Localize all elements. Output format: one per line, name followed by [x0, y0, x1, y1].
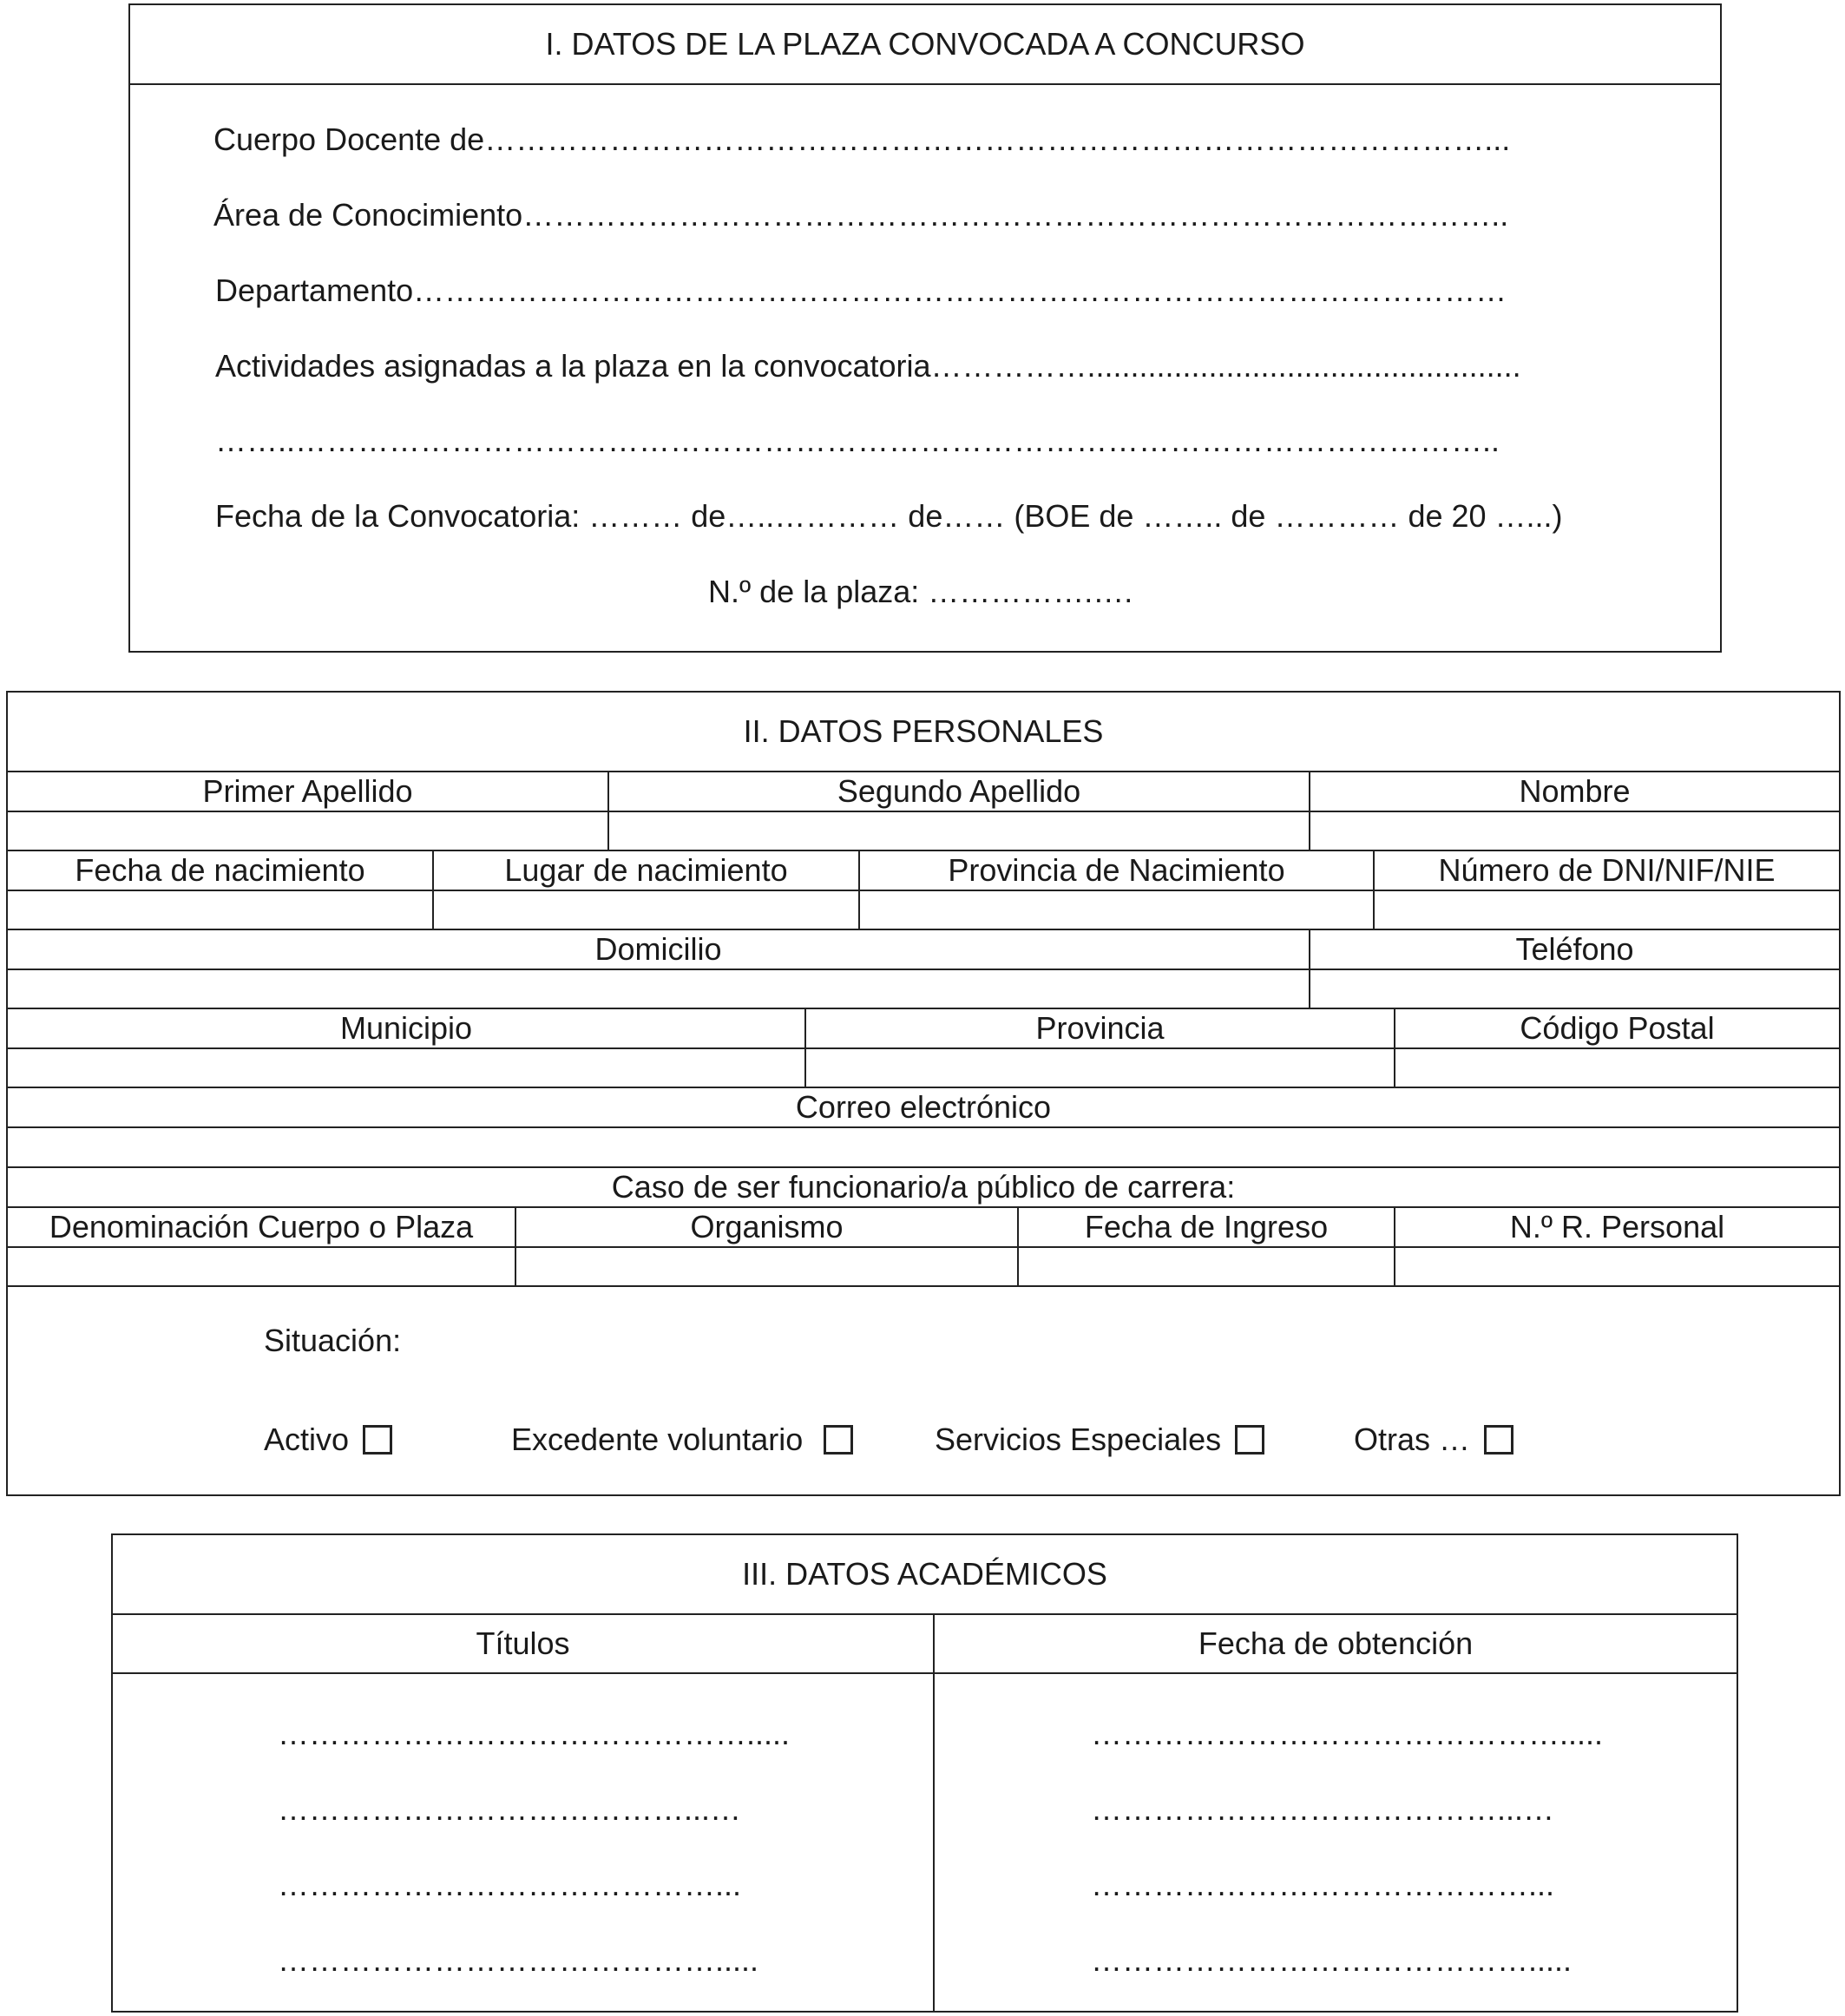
codigo-postal-input[interactable] — [1395, 1049, 1839, 1087]
fecha-line[interactable]: ……………………………………... — [1091, 1867, 1555, 1902]
lugar-nacimiento-label: Lugar de nacimiento — [434, 851, 860, 890]
fecha-line[interactable]: ………………………………………..... — [1091, 1716, 1604, 1751]
actividades-field-continued[interactable]: ……..…………………………………………………………………………………………………….. — [215, 423, 1500, 458]
domicilio-input[interactable] — [8, 970, 1310, 1008]
telefono-label: Teléfono — [1515, 931, 1634, 967]
plaza-data-section — [128, 3, 1722, 653]
location-label-row — [8, 1009, 1839, 1049]
fecha-line[interactable]: …………………………………...… — [1091, 1791, 1555, 1827]
provincia-input[interactable] — [806, 1049, 1395, 1087]
names-label-row — [8, 772, 1839, 812]
activo-checkbox[interactable] — [363, 1425, 392, 1455]
fecha-nacimiento-label: Fecha de nacimiento — [8, 851, 434, 890]
domicilio-label: Domicilio — [8, 930, 1310, 969]
fecha-line[interactable]: ……………………………………..... — [1091, 1942, 1573, 1978]
provincia-nacimiento-input[interactable] — [860, 891, 1375, 929]
organismo-label: Organismo — [516, 1208, 1019, 1246]
email-label: Correo electrónico — [795, 1089, 1052, 1125]
location-input-row — [8, 1049, 1839, 1088]
municipio-input[interactable] — [8, 1049, 806, 1087]
denominacion-input[interactable] — [8, 1248, 516, 1285]
names-input-row — [8, 812, 1839, 851]
option-otras[interactable] — [1354, 1422, 1513, 1458]
excedente-label: Excedente voluntario — [511, 1422, 804, 1457]
registro-personal-input[interactable] — [1395, 1248, 1839, 1285]
departamento-field[interactable]: Departamento…………………………………………………………………………………………… — [215, 273, 1507, 308]
birth-input-row — [8, 891, 1839, 930]
municipio-label: Municipio — [8, 1009, 806, 1047]
fecha-obtencion-header: Fecha de obtención — [933, 1615, 1737, 1674]
titulo-line[interactable]: ………………………………………..... — [278, 1716, 791, 1751]
option-servicios-especiales[interactable] — [935, 1422, 1264, 1458]
email-label-row — [8, 1088, 1839, 1128]
lugar-nacimiento-input[interactable] — [434, 891, 860, 929]
activo-label: Activo — [264, 1422, 350, 1457]
section-1-title: I. DATOS DE LA PLAZA CONVOCADA A CONCURSO — [130, 5, 1720, 85]
organismo-input[interactable] — [516, 1248, 1019, 1285]
nombre-label: Nombre — [1519, 773, 1631, 809]
civil-servant-label: Caso de ser funcionario/a público de carrera: — [611, 1169, 1236, 1205]
titulo-line[interactable]: ……………………………………... — [278, 1867, 742, 1902]
fecha-ingreso-input[interactable] — [1019, 1248, 1395, 1285]
civil-servant-input-row — [8, 1248, 1839, 1287]
cuerpo-docente-field[interactable]: Cuerpo Docente de……………………………………………………………………………………... — [213, 121, 1511, 157]
actividades-field[interactable]: Actividades asignadas a la plaza en la convocatoria…………….................................................. — [215, 348, 1521, 384]
denominacion-label: Denominación Cuerpo o Plaza — [8, 1208, 516, 1246]
titulos-header: Títulos — [113, 1615, 933, 1674]
registro-personal-label: N.º R. Personal — [1509, 1209, 1725, 1244]
email-input[interactable] — [8, 1128, 1839, 1166]
titulo-line[interactable]: ……………………………………..... — [278, 1942, 759, 1978]
fecha-nacimiento-input[interactable] — [8, 891, 434, 929]
segundo-apellido-label: Segundo Apellido — [609, 772, 1310, 811]
segundo-apellido-input[interactable] — [609, 812, 1310, 850]
birth-label-row — [8, 851, 1839, 891]
servicios-especiales-checkbox[interactable] — [1235, 1425, 1264, 1455]
section-2-title: II. DATOS PERSONALES — [8, 693, 1839, 772]
dni-label: Número de DNI/NIF/NIE — [1438, 852, 1776, 888]
academic-data-section — [111, 1533, 1738, 2013]
section-3-title: III. DATOS ACADÉMICOS — [113, 1535, 1737, 1615]
nombre-input[interactable] — [1310, 812, 1839, 850]
email-input-row — [8, 1128, 1839, 1168]
provincia-label: Provincia — [806, 1009, 1395, 1047]
servicios-especiales-label: Servicios Especiales — [935, 1422, 1222, 1457]
option-activo[interactable] — [264, 1422, 392, 1458]
civil-servant-row — [8, 1168, 1839, 1208]
personal-data-section — [6, 691, 1841, 1496]
fecha-convocatoria-field[interactable]: Fecha de la Convocatoria: ……… de…..………… de…… (BOE de …….. de ………… de 20 …...) — [215, 498, 1563, 534]
codigo-postal-label: Código Postal — [1520, 1010, 1715, 1046]
provincia-nacimiento-label: Provincia de Nacimiento — [860, 851, 1375, 890]
area-conocimiento-field[interactable]: Área de Conocimiento………………………………………………………………………………….. — [213, 197, 1509, 233]
primer-apellido-label: Primer Apellido — [8, 772, 609, 811]
primer-apellido-input[interactable] — [8, 812, 609, 850]
civil-servant-label-row — [8, 1208, 1839, 1248]
address-input-row — [8, 970, 1839, 1009]
telefono-input[interactable] — [1310, 970, 1839, 1008]
excedente-checkbox[interactable] — [824, 1425, 853, 1455]
otras-label: Otras … — [1354, 1422, 1471, 1457]
fecha-ingreso-label: Fecha de Ingreso — [1019, 1208, 1395, 1246]
numero-plaza-field[interactable]: N.º de la plaza: …………….…. — [708, 574, 1133, 609]
otras-checkbox[interactable] — [1484, 1425, 1513, 1455]
address-label-row — [8, 930, 1839, 970]
titulo-line[interactable]: …………………………………...… — [278, 1791, 742, 1827]
situacion-label: Situación: — [264, 1323, 402, 1358]
option-excedente[interactable] — [511, 1422, 853, 1458]
column-divider — [933, 1615, 935, 2011]
dni-input[interactable] — [1375, 891, 1839, 929]
